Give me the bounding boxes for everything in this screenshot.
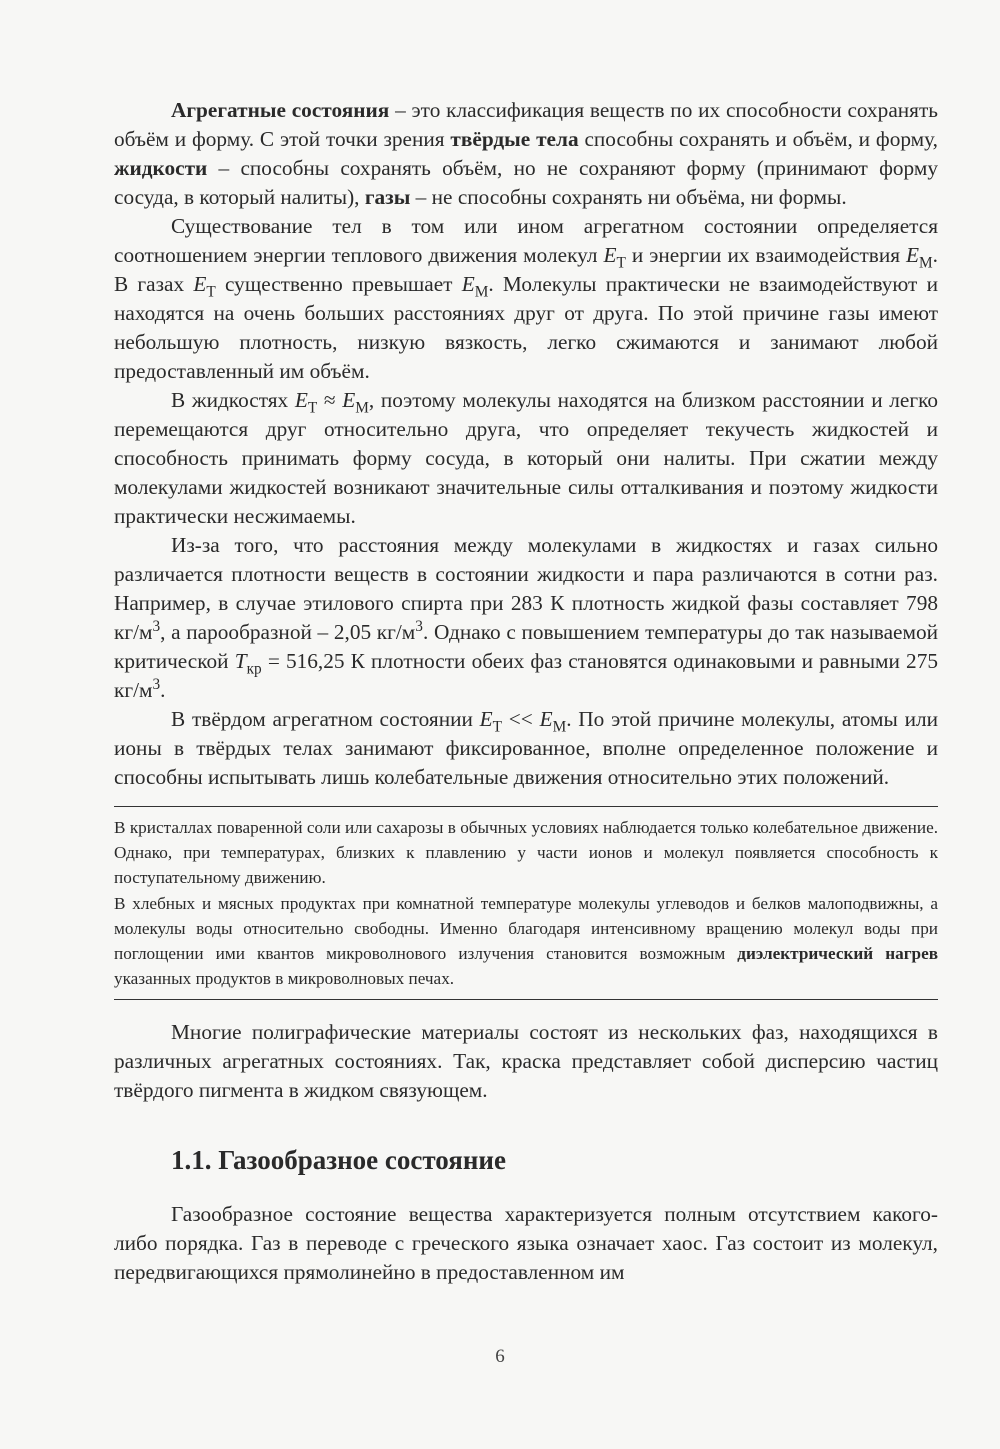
text-span: . Молекулы практически не взаимодействуют и находятся на очень больших расстояниях друг от друга. По этой причине газы имеют небольшую плотность, низкую вязкость, легко сжимаются и занимают любой предоставленный им объём. <box>114 272 938 383</box>
paragraph-energy-ratio <box>114 212 938 386</box>
note-microwave <box>114 891 938 992</box>
text-span: Из-за того, что расстояния между молекулами в жидкостях и газах сильно различается плотности веществ в состоянии жидкости и пара различаются в сотни раз. Например, в случае этилового спирта при 283 К плотность жидкой фазы составляет 798 кг/м <box>114 533 938 644</box>
symbol-e: E <box>461 272 475 296</box>
subscript-t: Т <box>492 718 503 736</box>
text-span: и энергии их взаимодействия <box>625 243 907 267</box>
text-span: . По этой причине молекулы, атомы или ионы в твёрдых телах занимают фиксированное, вполне определенное положение и способны испытывать лишь колебательные движения относительно этих положений. <box>114 707 939 789</box>
paragraph-printing-materials <box>114 1018 938 1105</box>
text-span: . В газах <box>114 243 938 296</box>
text-span: В хлебных и мясных продуктах при комнатной температуре молекулы углеводов и белков малоподвижны, а молекулы воды относительно свободны. Именно благодаря интенсивному вращению молекул воды при поглощении ими квантов микроволнового излучения становится возможным <box>114 893 938 964</box>
section-heading: 1.1. Газообразное состояние <box>171 1145 506 1176</box>
subscript-m: М <box>919 254 933 272</box>
superscript-3: 3 <box>152 617 161 635</box>
text-span: Существование тел в том или ином агрегатном состоянии определяется соотношением энергии теплового движения молекул <box>114 214 938 267</box>
superscript-3: 3 <box>415 617 423 635</box>
text-span: указанных продуктов в микроволновых печах. <box>114 969 455 989</box>
symbol-e: E <box>906 243 920 267</box>
symbol-e: E <box>342 388 356 412</box>
text-span: существенно превышает <box>215 272 462 296</box>
page-content <box>114 96 938 1287</box>
text-span: . Однако с повышением температуры до так называемой критической <box>114 620 938 673</box>
subscript-t: Т <box>307 399 318 417</box>
paragraph-densities <box>114 531 938 705</box>
subscript-kr: кр <box>246 660 262 678</box>
note-rule-bottom <box>114 999 938 1000</box>
symbol-e: E <box>539 707 553 731</box>
text-span: << <box>502 707 540 731</box>
symbol-t: T <box>234 649 247 673</box>
paragraph-gaseous-state <box>114 1200 938 1287</box>
symbol-e: E <box>193 272 207 296</box>
note-salt-crystals: В кристаллах поваренной соли или сахарозы в обычных условиях наблюдается только колебательное движение. Однако, при температурах, близких к плавлению у части ионов и молекул появляется способность к поступательному движению. <box>114 818 938 888</box>
paragraph-liquids <box>114 386 938 531</box>
text-span: – это классификация веществ по их способности сохранять объём и форму. С этой точки зрения <box>114 98 938 151</box>
superscript-3: 3 <box>152 675 161 693</box>
paragraph-solids <box>114 705 938 792</box>
subscript-t: Т <box>206 283 216 301</box>
symbol-e: E <box>603 243 617 267</box>
note-box <box>114 807 938 999</box>
text-span: Газообразное состояние вещества характеризуется полным отсутствием какого-либо порядка. Газ в переводе с греческого языка означает хаос. Газ состоит из молекул, передвигающихся прямолинейно в предоставленном им <box>114 1202 938 1285</box>
text-span: , поэтому молекулы находятся на близком расстоянии и легко перемещаются друг относительно друга, что определяет текучесть жидкостей и способность принимать форму сосуда, в который они налиты. При сжатии между молекулами жидкостей возникают значительные силы отталкивания и поэтому жидкости практически несжимаемы. <box>114 388 939 528</box>
text-span: = 516,25 К плотности обеих фаз становятся одинаковыми и равными 275 кг/м <box>114 649 938 702</box>
subscript-m: М <box>552 718 567 736</box>
symbol-e: E <box>479 707 493 731</box>
symbol-e: E <box>294 388 308 412</box>
subscript-m: М <box>355 399 369 417</box>
term-gases: газы <box>364 185 411 209</box>
term-liquids: жидкости <box>114 156 208 180</box>
term-aggregate-states: Агрегатные состояния <box>171 98 390 122</box>
page-number: 6 <box>495 1346 505 1367</box>
text-span: – не способны сохранять ни объёма, ни формы. <box>410 185 847 209</box>
subscript-m: М <box>474 283 489 301</box>
paragraph-aggregate-states <box>114 96 938 212</box>
text-span: способны сохранять и объём, и форму, <box>578 127 938 151</box>
term-solids: твёрдые тела <box>450 127 579 151</box>
text-span: – способны сохранять объём, но не сохраняют форму (принимают форму сосуда, в который налиты), <box>114 156 938 209</box>
text-span: ≈ <box>317 388 343 412</box>
text-span: В твёрдом агрегатном состоянии <box>171 707 480 731</box>
subscript-t: Т <box>616 254 626 272</box>
text-span: . <box>160 678 166 702</box>
text-span: В жидкостях <box>171 388 295 412</box>
term-dielectric-heating: диэлектрический нагрев <box>737 944 938 964</box>
text-span: Многие полиграфические материалы состоят из нескольких фаз, находящихся в различных агрегатных состояниях. Так, краска представляет собой дисперсию частиц твёрдого пигмента в жидком связующем. <box>114 1020 938 1103</box>
text-span: , а парообразной – 2,05 кг/м <box>160 620 416 644</box>
